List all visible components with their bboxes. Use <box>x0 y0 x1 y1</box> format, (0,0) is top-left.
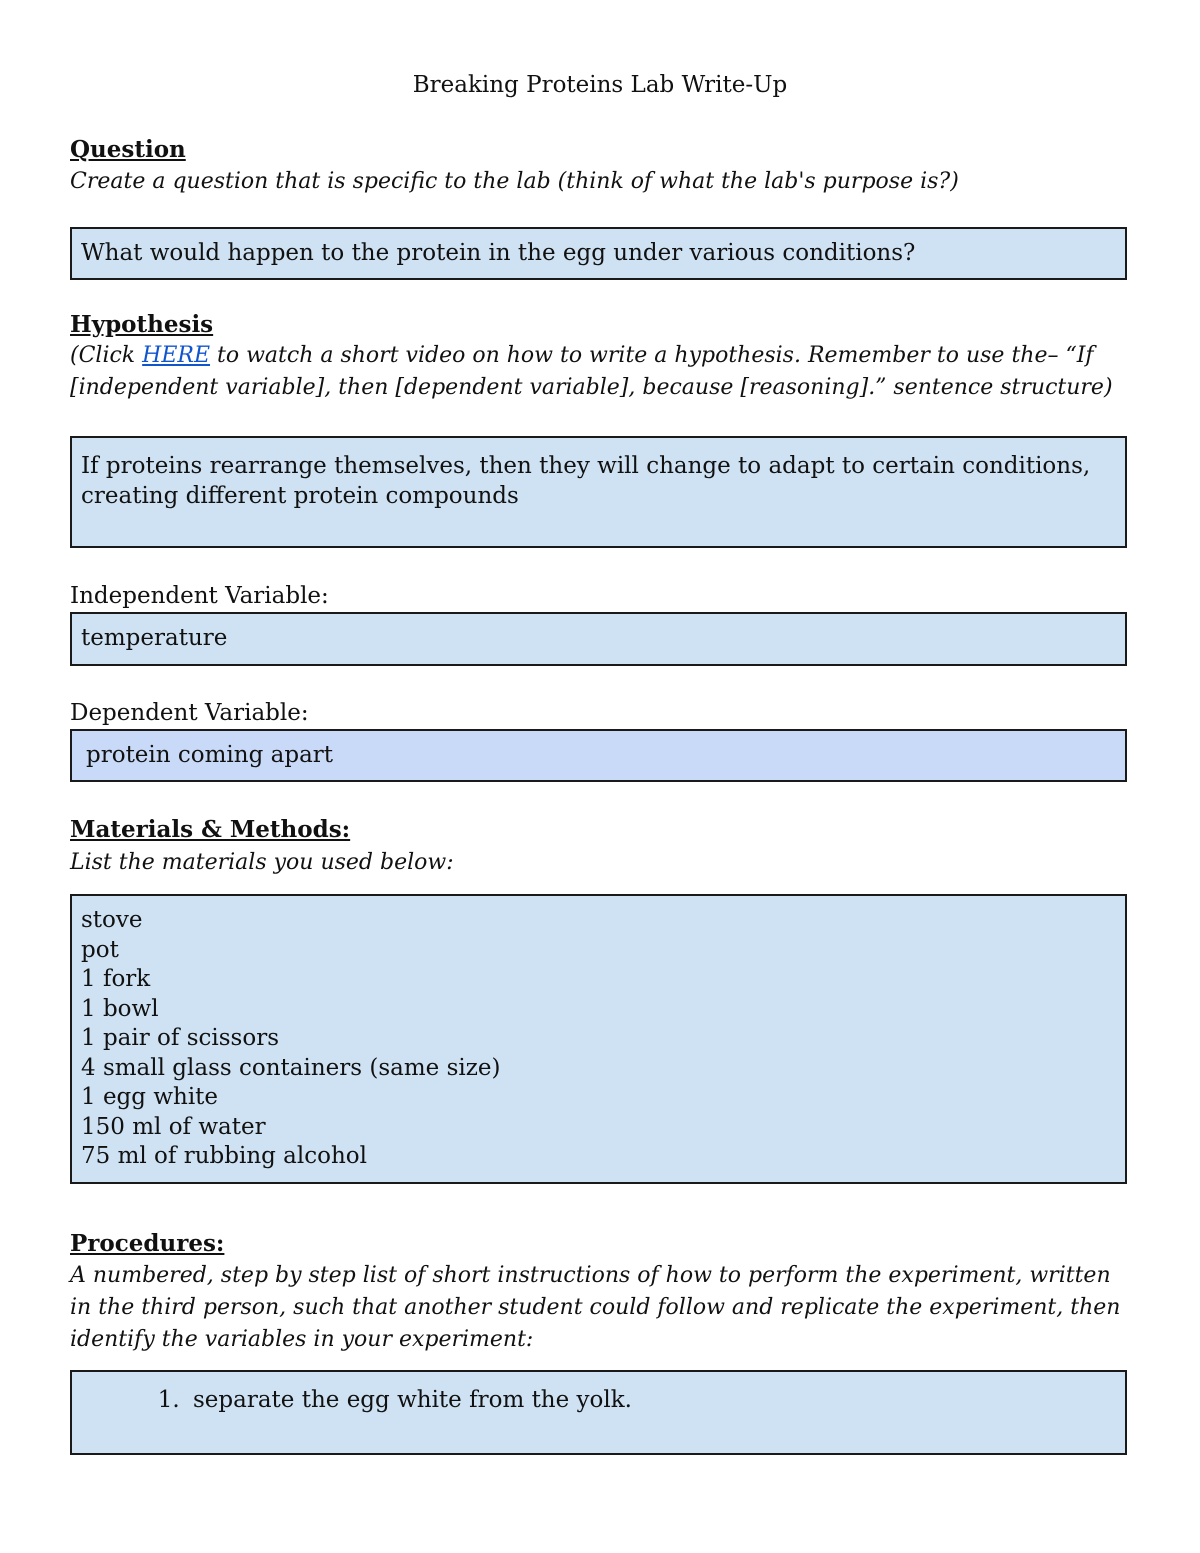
dependent-variable-label: Dependent Variable: <box>70 700 309 726</box>
list-item: 1 bowl <box>81 995 159 1022</box>
question-answer-text: What would happen to the protein in the egg under various conditions? <box>81 240 916 266</box>
procedures-prompt: A numbered, step by step list of short instructions of how to perform the experiment, written in the third person, such that another student could follow and replicate the experiment, then identify the variables in your experiment: <box>70 1263 1121 1352</box>
list-item: 75 ml of rubbing alcohol <box>81 1143 367 1169</box>
procedures-steps-box[interactable] <box>70 1370 1127 1455</box>
question-answer-box[interactable] <box>70 227 1127 280</box>
dependent-variable-box[interactable] <box>70 729 1127 782</box>
list-item: 4 small glass containers (same size) <box>81 1054 501 1081</box>
list-item: 1. separate the egg white from the yolk. <box>187 1386 1116 1416</box>
hypothesis-prompt-before: (Click <box>70 343 143 368</box>
list-item: 150 ml of water <box>81 1113 266 1140</box>
hypothesis-heading: Hypothesis <box>70 311 214 338</box>
dependent-variable-value: protein coming apart <box>86 742 334 768</box>
list-item: 1 fork <box>81 966 151 992</box>
list-item: stove <box>81 907 143 933</box>
independent-variable-label: Independent Variable: <box>70 583 329 609</box>
hypothesis-answer-text: If proteins rearrange themselves, then they will change to adapt to certain conditions, creating different protein compounds <box>81 453 1091 509</box>
hypothesis-prompt-after: to watch a short video on how to write a hypothesis. Remember to use the– “If [independent variable], then [dependent variable], because [reasoning].” sentence structure) <box>70 343 1113 400</box>
list-item: 1 pair of scissors <box>81 1025 280 1051</box>
independent-variable-box[interactable] <box>70 612 1127 666</box>
hypothesis-video-link[interactable]: HERE <box>142 343 211 368</box>
document-title: Breaking Proteins Lab Write-Up <box>412 72 788 98</box>
list-item: pot <box>81 936 119 963</box>
materials-prompt: List the materials you used below: <box>70 850 454 875</box>
procedures-heading: Procedures: <box>70 1230 225 1257</box>
hypothesis-answer-box[interactable] <box>70 436 1127 548</box>
materials-heading: Materials & Methods: <box>70 816 351 843</box>
hypothesis-prompt <box>70 340 1135 404</box>
independent-variable-value: temperature <box>81 625 228 651</box>
question-heading: Question <box>70 136 186 163</box>
question-prompt: Create a question that is specific to the lab (think of what the lab's purpose is?) <box>70 169 959 194</box>
list-item: 1 egg white <box>81 1084 219 1110</box>
materials-list <box>81 906 1116 1172</box>
materials-list-box[interactable] <box>70 894 1127 1184</box>
procedures-steps-list <box>81 1386 1116 1416</box>
